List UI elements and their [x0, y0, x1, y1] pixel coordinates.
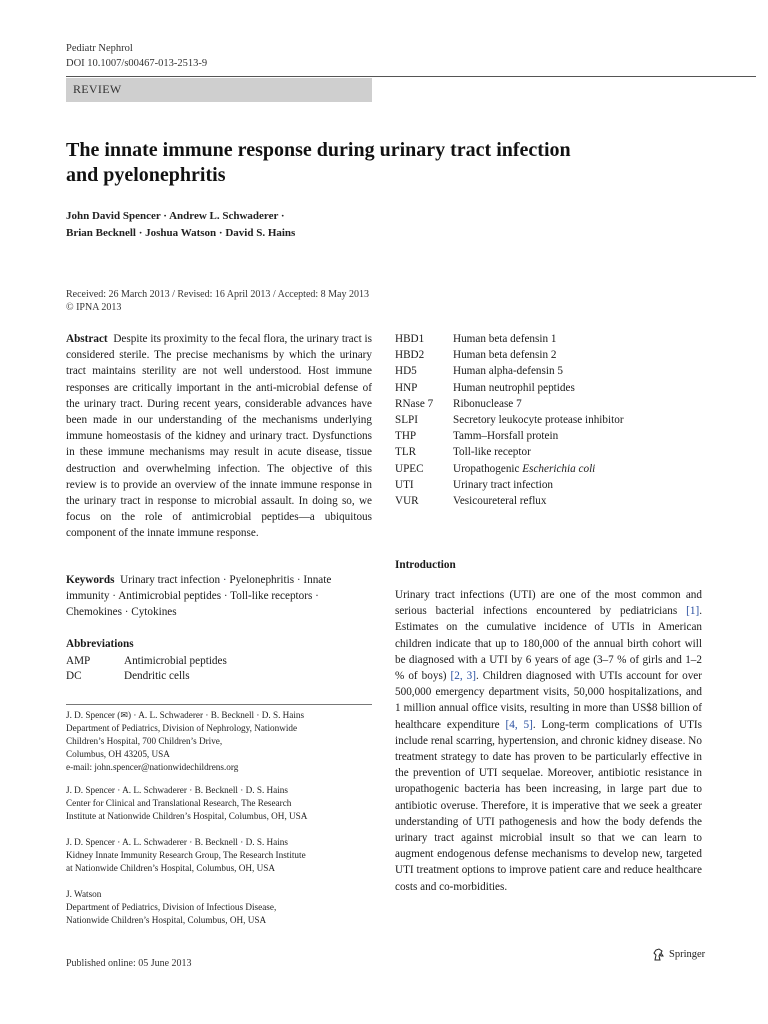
- affiliation-line: Department of Pediatrics, Division of Infectious Disease,: [66, 902, 277, 912]
- abbreviation-definition: [453, 461, 595, 477]
- abbreviation-row: [395, 380, 702, 396]
- affiliation-line: Department of Pediatrics, Division of Nephrology, Nationwide: [66, 723, 298, 733]
- journal-name: Pediatr Nephrol: [66, 43, 133, 54]
- affiliation-authors: J. D. Spencer · A. L. Schwaderer · B. Becknell · D. S. Hains: [66, 837, 288, 847]
- abbreviation-row: [66, 654, 372, 669]
- journal-header: [66, 41, 207, 71]
- abbreviation-definition: Urinary tract infection: [453, 478, 554, 491]
- abbreviation-term: AMP: [66, 655, 91, 667]
- abbreviation-row: [395, 444, 702, 460]
- article-dates: [66, 288, 369, 314]
- species-name: Escherichia coli: [522, 462, 596, 475]
- abbreviation-definition: Human neutrophil peptides: [453, 381, 575, 394]
- corresponding-email[interactable]: e-mail: john.spencer@nationwidechildrens.org: [66, 762, 239, 772]
- abbreviation-term: UPEC: [395, 462, 424, 475]
- publisher-name: Springer: [669, 949, 706, 960]
- affiliation-authors: J. D. Spencer (✉) · A. L. Schwaderer · B. Becknell · D. S. Hains: [66, 710, 305, 720]
- abbreviation-definition: Tamm–Horsfall protein: [453, 430, 559, 443]
- copyright: © IPNA 2013: [66, 302, 122, 313]
- affiliation-line: at Nationwide Children’s Hospital, Columbus, OH, USA: [66, 863, 276, 873]
- definition-prefix: Uropathogenic: [453, 462, 523, 475]
- abbreviation-row: [395, 347, 702, 363]
- affiliation-block: [66, 709, 372, 774]
- section-band: [66, 78, 372, 102]
- citation-link[interactable]: [4, 5]: [505, 718, 533, 731]
- abbreviation-definition: Human beta defensin 1: [453, 333, 557, 345]
- abbreviation-term: TLR: [395, 446, 417, 459]
- citation-link[interactable]: [1]: [686, 605, 700, 618]
- affiliation-block: [66, 784, 372, 823]
- abbreviation-term: HBD1: [395, 333, 425, 345]
- affiliation-authors: J. D. Spencer · A. L. Schwaderer · B. Becknell · D. S. Hains: [66, 785, 288, 795]
- title-line-1: The innate immune response during urinary tract infection: [66, 139, 571, 161]
- section-label: REVIEW: [73, 82, 122, 96]
- abbreviation-definition: Antimicrobial peptides: [124, 655, 227, 667]
- affiliation-block: [66, 888, 372, 927]
- abbreviation-definition: Toll-like receptor: [453, 446, 531, 459]
- abbreviations-heading: Abbreviations: [66, 638, 134, 650]
- abbreviation-row: [395, 461, 702, 477]
- introduction-body: [395, 587, 702, 895]
- keywords: [66, 572, 372, 621]
- abbreviation-definition: Vesicoureteral reflux: [453, 495, 547, 508]
- affiliation-rule: [66, 704, 372, 705]
- received-revised-accepted: Received: 26 March 2013 / Revised: 16 April 2013 / Accepted: 8 May 2013: [66, 289, 369, 300]
- authors-line-2: Brian Becknell · Joshua Watson · David S. Hains: [66, 227, 296, 239]
- abbreviation-term: HBD2: [395, 349, 425, 362]
- abbreviations-list-right: [395, 331, 702, 509]
- abbreviation-row: [395, 477, 702, 493]
- abbreviation-definition: Ribonuclease 7: [453, 397, 522, 410]
- abstract-label: Abstract: [66, 333, 108, 345]
- doi: DOI 10.1007/s00467-013-2513-9: [66, 58, 208, 69]
- affiliation-line: Center for Clinical and Translational Research, The Research: [66, 798, 292, 808]
- abbreviation-row: [395, 493, 702, 509]
- header-rule: [66, 76, 756, 77]
- abstract-text: Despite its proximity to the fecal flora, the urinary tract is considered sterile. The precise mechanisms by which the urinary tract maintains sterility are not well understood. Host immune responses are critically important in the anti-microbial defense of the urinary tract. During recent years, considerable advances have been made in our understanding of the mechanisms underlying immune homeostasis of the kidney and urinary tract. Dysfunctions in these immune mechanisms may result in acute disease, tissue destruction and overwhelming infection. The objective of this review is to provide an overview of the innate immune response in the urinary tract in response to microbial assault. In doing so, we focus on the role of antimicrobial peptides—a ubiquitous component of the innate immune response.: [66, 333, 373, 540]
- intro-text: Urinary tract infections (UTI) are one of the most common and serious bacterial infections encountered by pediatricians: [395, 589, 702, 618]
- publisher-logo: [652, 948, 705, 961]
- keywords-label: Keywords: [66, 574, 115, 586]
- abbreviation-row: [66, 669, 372, 684]
- affiliation-line: Institute at Nationwide Children’s Hospital, Columbus, OH, USA: [66, 811, 308, 821]
- published-online: Published online: 05 June 2013: [66, 958, 192, 969]
- citation-link[interactable]: [2, 3]: [450, 670, 476, 683]
- abbreviation-definition: Secretory leukocyte protease inhibitor: [453, 414, 624, 427]
- keywords-text: Urinary tract infection · Pyelonephritis · Innate immunity · Antimicrobial peptides · Toll-like receptors · Chemokines · Cytokines: [66, 574, 332, 619]
- abbreviation-row: [395, 428, 702, 444]
- intro-text: . Children diagnosed with UTIs account for over 500,000 emergency department visits, 50,000 hospitalizations, and 1 million annual office visits, resulting in more than US$8 billion of healthcare expenditure: [395, 670, 703, 731]
- abbreviation-term: SLPI: [395, 414, 419, 427]
- intro-text: . Estimates on the cumulative incidence of UTIs in American children indicate that up to 180,000 of the annual birth cohort will be diagnosed with a UTI by 6 years of age (3–7 % of girls and 1–2 % of boys): [395, 605, 703, 683]
- abbreviation-term: HD5: [395, 365, 417, 378]
- abbreviation-row: [395, 331, 702, 347]
- abbreviation-term: HNP: [395, 381, 418, 394]
- abbreviation-row: [395, 363, 702, 379]
- affiliation-line: Columbus, OH 43205, USA: [66, 749, 170, 759]
- abbreviation-row: [395, 396, 702, 412]
- affiliation-line: Kidney Innate Immunity Research Group, The Research Institute: [66, 850, 306, 860]
- affiliation-authors: J. Watson: [66, 889, 102, 899]
- abbreviation-definition: Human alpha-defensin 5: [453, 365, 563, 378]
- springer-horse-icon: [652, 948, 665, 961]
- introduction-heading: Introduction: [395, 559, 456, 571]
- abbreviation-term: RNase 7: [395, 397, 434, 410]
- authors-line-1: John David Spencer · Andrew L. Schwaderer ·: [66, 210, 285, 222]
- abbreviation-definition: Human beta defensin 2: [453, 349, 557, 362]
- intro-text: . Long-term complications of UTIs include renal scarring, hypertension, and chronic kidney disease. No treatment strategy to date has proven to be particularly effective in the prevention of UTI sequelae. Moreover, antibiotic resistance in uropathogenic bacteria has been increasing, in large part due to antibiotic overuse. Therefore, it is imperative that we seek a greater understanding of UTI pathogenesis and how the body defends the urinary tract against microbial insult so that we can learn to augment endogenous defense mechanisms to develop new, targeted UTI treatment options to improve patient care and reduce healthcare costs and co-morbidities.: [395, 718, 703, 893]
- affiliation-block: [66, 836, 372, 875]
- abbreviation-row: [395, 412, 702, 428]
- article-title: [66, 138, 706, 188]
- abbreviation-term: UTI: [395, 478, 414, 491]
- affiliation-line: Nationwide Children’s Hospital, Columbus, OH, USA: [66, 915, 267, 925]
- affiliation-line: Children’s Hospital, 700 Children’s Drive,: [66, 736, 223, 746]
- abstract: [66, 331, 372, 542]
- abbreviation-definition: Dendritic cells: [124, 670, 190, 682]
- author-list: [66, 208, 706, 242]
- abbreviations-list-left: [66, 654, 372, 684]
- abbreviation-term: DC: [66, 670, 82, 682]
- title-line-2: and pyelonephritis: [66, 164, 226, 186]
- abbreviation-term: THP: [395, 430, 417, 443]
- abbreviation-term: VUR: [395, 495, 419, 508]
